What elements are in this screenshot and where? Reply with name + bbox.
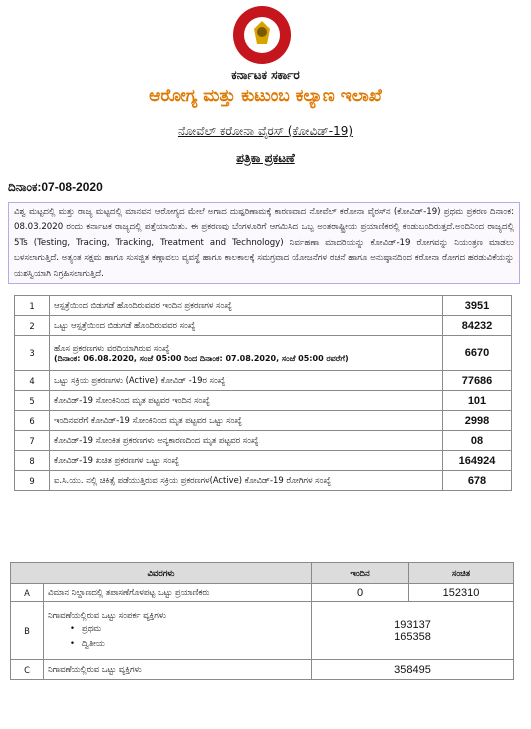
contacts-table bbox=[10, 562, 514, 680]
table-row bbox=[15, 471, 512, 491]
column-header-cumulative: ಸಂಚಿತ bbox=[409, 563, 514, 584]
row-number: 8 bbox=[15, 451, 50, 471]
row-label: ಐ.ಸಿ.ಯು. ನಲ್ಲಿ ಚಿಕಿತ್ಸೆ ಪಡೆಯುತ್ತಿರುವ ಸಕ್ರಿಯ ಪ್ರಕರಣಗಳ(Active) ಕೋವಿಡ್-19 ರೋಗಿಗಳ ಸಂಖ್ಯೆ bbox=[50, 471, 443, 491]
row-sublabel: (ದಿನಾಂಕ: 06.08.2020, ಸಂಜೆ 05:00 ರಿಂದ ದಿನಾಂಕ: 07.08.2020, ಸಂಜೆ 05:00 ರವರೆಗೆ) bbox=[54, 353, 349, 363]
row-value: 6670 bbox=[443, 336, 512, 371]
row-number: 6 bbox=[15, 411, 50, 431]
primary-contact-value: 193137 bbox=[394, 618, 431, 631]
table-row bbox=[15, 411, 512, 431]
table-row bbox=[15, 431, 512, 451]
intro-paragraph-box bbox=[8, 202, 520, 284]
row-number: 7 bbox=[15, 431, 50, 451]
table-row bbox=[15, 391, 512, 411]
row-label-group bbox=[50, 336, 443, 371]
table-row bbox=[15, 316, 512, 336]
row-label: ಒಟ್ಟು ಸಕ್ರಿಯ ಪ್ರಕರಣಗಳು (Active) ಕೋವಿಡ್ -19ರ ಸಂಖ್ಯೆ bbox=[50, 371, 443, 391]
list-item bbox=[48, 636, 307, 651]
row-value: 77686 bbox=[443, 371, 512, 391]
row-number: 5 bbox=[15, 391, 50, 411]
secondary-contact-value: 165358 bbox=[394, 630, 431, 643]
table-row bbox=[11, 602, 514, 660]
row-value: 678 bbox=[443, 471, 512, 491]
row-label: ಕೋವಿಡ್-19 ಸೋಂಕಿತ ಪ್ರಕರಣಗಳು ಅನ್ಯಕಾರಣದಿಂದ ಮೃತ ಪಟ್ಟವರ ಸಂಖ್ಯೆ bbox=[50, 431, 443, 451]
subject-title: ನೋವೆಲ್ ಕರೋನಾ ವೈರಸ್ (ಕೋವಿಡ್-19) bbox=[177, 124, 354, 138]
row-label: ನಿಗಾವಣೆಯಲ್ಲಿರುವ ಒಟ್ಟು ವ್ಯಕ್ತಿಗಳು bbox=[44, 660, 312, 680]
statistics-table bbox=[14, 295, 512, 491]
secondary-contact-label: ದ್ವಿತೀಯ bbox=[82, 638, 105, 648]
row-label: ಆಸ್ಪತ್ರೆಯಿಂದ ಬಿಡುಗಡೆ ಹೊಂದಿರುವವರ ಇಂದಿನ ಪ್ರಕರಣಗಳ ಸಂಖ್ಯೆ bbox=[50, 296, 443, 316]
row-label: ನಿಗಾವಣೆಯಲ್ಲಿರುವ ಒಟ್ಟು ಸಂಪರ್ಕ ವ್ಯಕ್ತಿಗಳು bbox=[48, 610, 167, 620]
row-value: 08 bbox=[443, 431, 512, 451]
row-id: B bbox=[11, 602, 44, 660]
row-total-value: 152310 bbox=[409, 584, 514, 602]
row-label: ಕೋವಿಡ್-19 ಸೋಂಕಿನಿಂದ ಮೃತ ಪಟ್ಟವರ ಇಂದಿನ ಸಂಖ್ಯೆ bbox=[50, 391, 443, 411]
government-emblem bbox=[221, 4, 303, 66]
row-label: ವಿಮಾನ ನಿಲ್ದಾಣದಲ್ಲಿ ತಪಾಸಣೆಗೊಳಪಟ್ಟ ಒಟ್ಟು ಪ್ರಯಾಣಿಕರು bbox=[44, 584, 312, 602]
bullet-icon: • bbox=[70, 623, 75, 633]
contact-values bbox=[312, 602, 514, 660]
table-row bbox=[11, 584, 514, 602]
row-label: ಹೊಸ ಪ್ರಕರಣಗಳು ವರದಿಯಾಗಿರುವ ಸಂಖ್ಯೆ bbox=[54, 342, 170, 353]
table-row bbox=[15, 296, 512, 316]
row-total-value: 358495 bbox=[312, 660, 514, 680]
row-today-value: 0 bbox=[312, 584, 409, 602]
table-row bbox=[11, 660, 514, 680]
row-number: 3 bbox=[15, 336, 50, 371]
intro-text: ವಿಶ್ವ ಮಟ್ಟದಲ್ಲಿ ಮತ್ತು ರಾಜ್ಯ ಮಟ್ಟದಲ್ಲಿ ಮಾನವನ ಆರೋಗ್ಯದ ಮೇಲೆ ಅಗಾದ ದುಷ್ಪರಿಣಾಮಕ್ಕೆ ಕಾರಣವಾದ ನೋವೆಲ್ ಕರೋನಾ ವೈರಸ್‍ನ (ಕೋವಿಡ್-19) ಪ್ರಥಮ ಪ್ರಕರಣ ದಿನಾಂಕ: 08.03.2020 ರಂದು ಕರ್ನಾಟಕ ರಾಜ್ಯದಲ್ಲಿ ಪತ್ತೆಯಾಯಿತು. ಈ ಪ್ರಕರಣವು ಬೆಂಗಳೂರಿಗೆ ಆಗಮಿಸಿದ ಒಬ್ಬ ಅಂತರಾಷ್ಟ್ರೀಯ ಪ್ರಯಾಣಿಕರಲ್ಲಿ ಕಂಡುಬಂದಿರುತ್ತದೆ.ಅಂದಿನಿಂದ ರಾಜ್ಯದಲ್ಲಿ 5Ts (Testing, Tracing, Tracking, Treatment and Technology) ನಿರ್ವಹಣಾ ಮಾದರಿಯನ್ನು ಕೋವಿಡ್-19 ರೋಗವನ್ನು ನಿಯಂತ್ರಣ ಮಾಡಲು ಬಳಸಲಾಗುತ್ತಿದೆ. ಅತ್ಯಂತ ಸಕ್ಷಮ ಹಾಗೂ ಸುಸಜ್ಜಿತ ಕಣ್ಗಾವಲು ವ್ಯವಸ್ಥೆ ಹಾಗೂ ಕಾಲಕಾಲಕ್ಕೆ ಸಮಗ್ರವಾದ ಯೋಜನೆಗಳ ರಚನೆ ಹಾಗೂ ಅನುಷ್ಠಾನದಿಂದ ಕರೋನಾ ರೋಗದ ಹರಡುವಿಕೆಯನ್ನು ಯಶಸ್ವಿಯಾಗಿ ನಿಗ್ರಹಿಸಲಾಗುತ್ತಿದೆ. bbox=[14, 207, 514, 279]
table-row bbox=[15, 451, 512, 471]
list-item bbox=[48, 621, 307, 636]
primary-contact-label: ಪ್ರಥಮ bbox=[82, 623, 102, 633]
row-label: ಇಂದಿನವರೆಗೆ ಕೋವಿಡ್-19 ಸೋಂಕಿನಿಂದ ಮೃತ ಪಟ್ಟವರ ಒಟ್ಟು ಸಂಖ್ಯೆ bbox=[50, 411, 443, 431]
table-row bbox=[15, 371, 512, 391]
row-value: 2998 bbox=[443, 411, 512, 431]
row-number: 2 bbox=[15, 316, 50, 336]
row-value: 84232 bbox=[443, 316, 512, 336]
row-number: 4 bbox=[15, 371, 50, 391]
press-release-title: ಪತ್ರಿಕಾ ಪ್ರಕಟಣೆ bbox=[236, 151, 295, 165]
row-number: 9 bbox=[15, 471, 50, 491]
table-row bbox=[15, 336, 512, 371]
row-id: A bbox=[11, 584, 44, 602]
row-label: ಕೋವಿಡ್-19 ಖಚಿತ ಪ್ರಕರಣಗಳ ಒಟ್ಟು ಸಂಖ್ಯೆ bbox=[50, 451, 443, 471]
row-id: C bbox=[11, 660, 44, 680]
table-header-row bbox=[11, 563, 514, 584]
row-value: 164924 bbox=[443, 451, 512, 471]
row-label: ಒಟ್ಟು ಆಸ್ಪತ್ರೆಯಿಂದ ಬಿಡುಗಡೆ ಹೊಂದಿರುವವರ ಸಂಖ್ಯೆ bbox=[50, 316, 443, 336]
row-value: 101 bbox=[443, 391, 512, 411]
column-header-today: ಇಂದಿನ bbox=[312, 563, 409, 584]
row-label-group bbox=[44, 602, 312, 660]
row-number: 1 bbox=[15, 296, 50, 316]
bullet-icon: • bbox=[70, 638, 75, 648]
department-title: ಆರೋಗ್ಯ ಮತ್ತು ಕುಟುಂಬ ಕಲ್ಯಾಣ ಇಲಾಖೆ bbox=[149, 86, 382, 106]
release-date: ದಿನಾಂಕ:07-08-2020 bbox=[8, 180, 103, 194]
row-value: 3951 bbox=[443, 296, 512, 316]
column-header-details: ವಿವರಗಳು bbox=[11, 563, 312, 584]
department-parent: ಕರ್ನಾಟಕ ಸರ್ಕಾರ bbox=[231, 68, 300, 82]
